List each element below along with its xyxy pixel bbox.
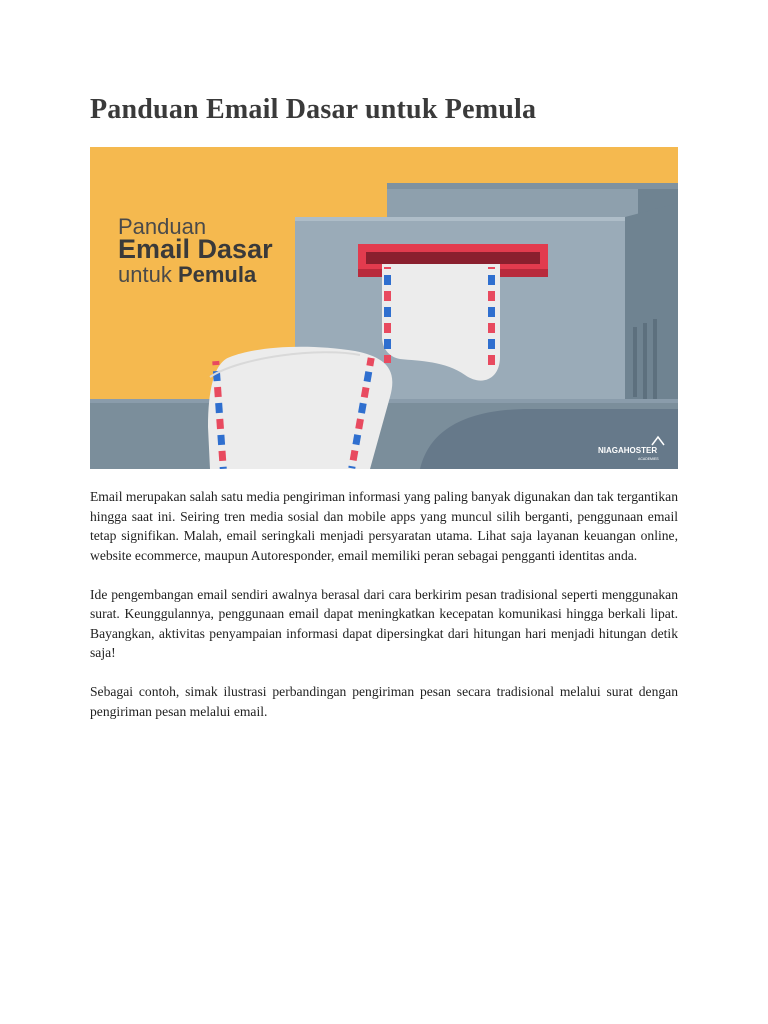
paragraph: Sebagai contoh, simak ilustrasi perbandingan pengiriman pesan secara tradisional melalui surat dengan pengiriman pesan melalui email. — [90, 684, 678, 719]
hero-illustration — [90, 147, 678, 469]
hero-heading-line3: untuk Pemula — [118, 262, 257, 287]
hero-heading-line1: Panduan — [118, 214, 207, 239]
article-body — [90, 487, 678, 741]
page-title: Panduan Email Dasar untuk Pemula — [90, 94, 537, 125]
paragraph: Ide pengembangan email sendiri awalnya berasal dari cara berkirim pesan tradisional seperti menggunakan surat. Keunggulannya, penggunaan email dapat meningkatkan kecepatan komunikasi hingga berkali lipat. Bayangkan, aktivitas penyampaian informasi dapat dipersingkat dari hitungan hari menjadi hitungan detik saja! — [90, 586, 678, 660]
brand-subtitle: ACADEMIES — [638, 457, 659, 461]
paragraph: Email merupakan salah satu media pengiriman informasi yang paling banyak digunakan dan tak tergantikan hingga saat ini. Seiring tren media sosial dan mobile apps yang muncul silih berganti, penggunaan email tetap signifikan. Malah, email seringkali menjadi persyaratan utama. Lihat saja layanan keuangan online, website ecommerce, maupun Autoresponder, email memiliki peran sebagai pengganti identitas anda. — [90, 489, 678, 563]
brand-name: NIAGAHOSTER — [598, 446, 658, 455]
hero-heading-line2: Email Dasar — [118, 234, 273, 264]
